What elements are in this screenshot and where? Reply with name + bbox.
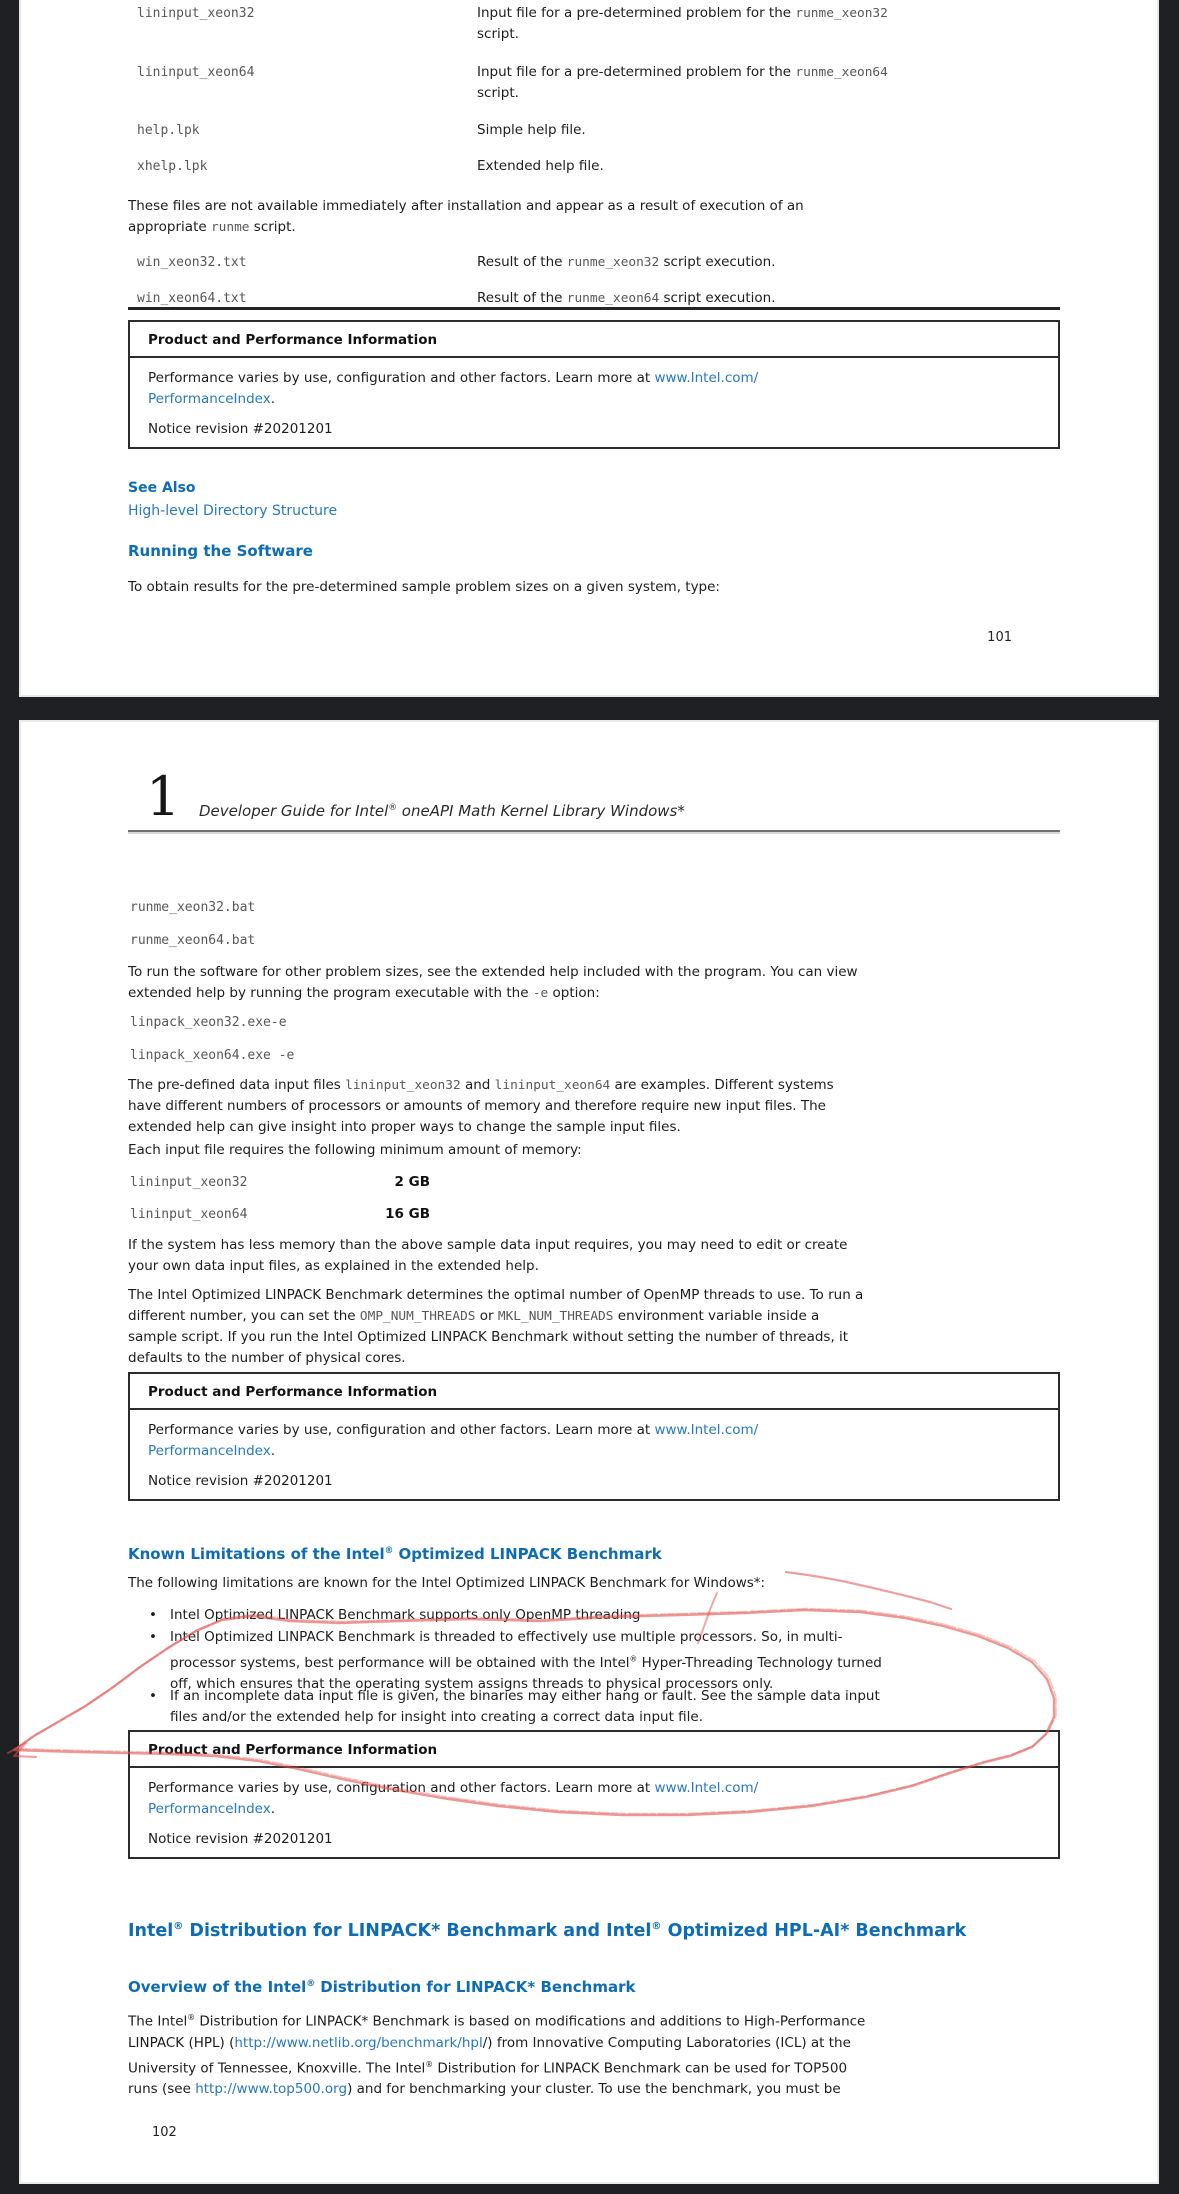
memory-table-size: 2 GB <box>394 1174 430 1190</box>
distribution-benchmark-heading <box>128 1916 966 1942</box>
text-segment: runs (see <box>128 2081 196 2097</box>
paragraph-memory-intro <box>128 1140 582 1161</box>
text-segment: files and/or the extended help for insight into creating a correct data input file. <box>170 1709 704 1725</box>
text-segment: If the system has less memory than the above sample data input requires, you may need to edit or create <box>128 1237 848 1253</box>
overview-paragraph <box>128 2007 865 2100</box>
text-link[interactable]: PerformanceIndex <box>148 391 271 407</box>
text-segment: Simple help file. <box>477 122 586 138</box>
file-term: lininput_xeon64 <box>137 65 255 80</box>
text-segment: . <box>270 1443 276 1459</box>
text-segment: The Intel <box>128 2013 188 2030</box>
text-segment: different number, you can set the <box>128 1308 360 1324</box>
text-segment: To obtain results for the pre-determined sample problem sizes on a given system, type: <box>128 579 720 595</box>
file-term: xhelp.lpk <box>137 159 208 174</box>
text-segment: ) and for benchmarking your cluster. To use the benchmark, you must be <box>347 2081 841 2097</box>
code-line: runme_xeon32.bat <box>130 900 256 915</box>
text-segment: Result of the <box>477 254 567 270</box>
bullet-icon: • <box>149 1607 157 1623</box>
text-segment: Result of the <box>477 290 567 306</box>
text-segment: your own data input files, as explained in the extended help. <box>128 1258 539 1274</box>
text-segment: Extended help file. <box>477 158 604 174</box>
text-segment: lininput_xeon32 <box>345 1078 461 1093</box>
info-box-body <box>130 1768 1058 1857</box>
text-segment: and <box>460 1077 495 1093</box>
text-segment: off, which ensures that the operating system assigns threads to physical processors only. <box>170 1675 774 1692</box>
text-segment: environment variable inside a <box>613 1308 820 1324</box>
text-link[interactable]: http://www.top500.org <box>195 2081 348 2097</box>
text-segment: Performance varies by use, configuration and other factors. Learn more at <box>148 1422 655 1438</box>
code-line: linpack_xeon32.exe-e <box>130 1015 287 1030</box>
text-segment: option: <box>548 985 600 1001</box>
text-segment: script. <box>477 85 519 101</box>
text-link[interactable]: www.Intel.com/ <box>654 1422 759 1438</box>
bullet-text <box>170 1607 640 1623</box>
text-segment: runme_xeon32 <box>566 255 660 270</box>
bullet-icon: • <box>149 1688 157 1704</box>
chapter-number: 1 <box>146 765 181 828</box>
text-segment: Hyper-Threading Technology turned <box>637 1654 882 1671</box>
text-segment: ® <box>651 1921 662 1932</box>
paragraph-run-help <box>128 962 858 1004</box>
text-segment: ® <box>425 2059 434 2069</box>
page-number-101: 101 <box>987 630 1012 645</box>
notice-revision: Notice revision #20201201 <box>148 1831 333 1847</box>
info-box-title: Product and Performance Information <box>130 1732 1058 1768</box>
product-performance-box-3 <box>128 1730 1060 1859</box>
overview-heading <box>128 1974 635 1998</box>
memory-table-file: lininput_xeon32 <box>130 1175 248 1190</box>
text-segment: ® <box>173 1921 184 1932</box>
text-segment: Intel Optimized LINPACK Benchmark is threaded to effectively use multiple processors. So, in multi- <box>170 1629 843 1645</box>
text-segment: extended help by running the program executable with the <box>128 985 533 1001</box>
text-segment: The Intel Optimized LINPACK Benchmark determines the optimal number of OpenMP threads to use. To run a <box>128 1287 864 1303</box>
text-segment: . <box>270 1801 276 1817</box>
document-page-102 <box>21 722 1157 2182</box>
text-segment: or <box>475 1308 498 1324</box>
text-segment: University of Tennessee, Knoxville. The Intel <box>128 2060 426 2076</box>
info-box-body <box>130 1410 1058 1499</box>
limitation-bullet-item <box>147 1605 640 1626</box>
file-desc <box>477 62 888 104</box>
text-segment: Performance varies by use, configuration and other factors. Learn more at <box>148 1780 655 1796</box>
text-segment: Intel <box>128 1920 174 1941</box>
info-box-body <box>130 358 1058 447</box>
file-term: win_xeon64.txt <box>137 291 247 306</box>
text-segment: If an incomplete data input file is given, the binaries may either hang or fault. See the sample data input <box>170 1688 880 1704</box>
text-segment: -e <box>532 986 549 1001</box>
text-segment: Performance varies by use, configuration and other factors. Learn more at <box>148 370 655 386</box>
info-box-text <box>148 1778 1040 1820</box>
text-segment: defaults to the number of physical cores. <box>128 1350 406 1366</box>
running-software-intro <box>128 577 720 598</box>
file-term: lininput_xeon32 <box>137 6 255 21</box>
product-performance-box-2 <box>128 1372 1060 1501</box>
text-link[interactable]: PerformanceIndex <box>148 1801 271 1817</box>
running-software-heading: Running the Software <box>128 542 313 560</box>
bullet-text <box>170 1688 880 1725</box>
text-segment: are examples. Different systems <box>610 1077 834 1093</box>
info-box-title: Product and Performance Information <box>130 1374 1058 1410</box>
text-segment: Distribution for LINPACK Benchmark can be used for TOP500 <box>433 2060 848 2076</box>
memory-table-file: lininput_xeon64 <box>130 1207 248 1222</box>
text-segment: ® <box>187 2013 196 2022</box>
text-segment: lininput_xeon64 <box>494 1078 611 1093</box>
known-limitations-heading <box>128 1541 662 1565</box>
text-segment: The pre-defined data input files <box>128 1077 346 1093</box>
product-performance-box-1 <box>128 320 1060 449</box>
text-segment: ® <box>629 1654 638 1663</box>
text-segment: Overview of the Intel <box>128 1978 307 1996</box>
text-link[interactable]: http://www.netlib.org/benchmark/hpl <box>234 2034 483 2051</box>
text-segment: Each input file requires the following minimum amount of memory: <box>128 1142 582 1158</box>
text-segment: processor systems, best performance will be obtained with the Intel <box>170 1654 630 1671</box>
paragraph-memory-note <box>128 1235 847 1277</box>
text-segment: Distribution for LINPACK* Benchmark <box>315 1978 636 1996</box>
text-segment: script. <box>477 26 519 42</box>
text-segment: Developer Guide for Intel <box>199 802 389 820</box>
text-segment: script. <box>249 219 296 235</box>
info-box-text <box>148 1420 1040 1462</box>
text-segment: Intel Optimized LINPACK Benchmark supports only OpenMP threading <box>170 1607 641 1623</box>
notice-revision: Notice revision #20201201 <box>148 1473 333 1489</box>
text-link[interactable]: www.Intel.com/ <box>654 1780 759 1796</box>
text-segment: runme_xeon64 <box>795 65 888 80</box>
text-segment: These files are not available immediately after installation and appear as a result of execution of an <box>128 198 804 214</box>
chapter-header-rule <box>128 830 1060 832</box>
bullet-text <box>170 1629 882 1692</box>
text-segment: /) from Innovative Computing Laboratories (ICL) at the <box>482 2034 851 2051</box>
text-segment: ® <box>388 803 398 813</box>
text-segment: runme_xeon32 <box>795 6 888 21</box>
file-desc <box>477 3 888 45</box>
text-segment: Distribution for LINPACK* Benchmark is based on modifications and additions to High-Performance <box>195 2013 866 2030</box>
text-segment: OMP_NUM_THREADS <box>359 1309 476 1324</box>
text-segment: extended help can give insight into proper ways to change the sample input files. <box>128 1119 681 1135</box>
info-box-text <box>148 368 1040 410</box>
text-segment: Optimized HPL-AI* Benchmark <box>661 1920 967 1941</box>
text-segment: script execution. <box>659 290 776 306</box>
text-segment: runme_xeon64 <box>566 291 660 306</box>
code-line: linpack_xeon64.exe -e <box>130 1048 295 1063</box>
text-segment: The following limitations are known for the Intel Optimized LINPACK Benchmark for Windows*: <box>128 1575 766 1591</box>
bullet-icon: • <box>149 1629 157 1645</box>
limitation-bullet-item <box>147 1686 880 1728</box>
text-segment: oneAPI Math Kernel Library Windows* <box>397 802 685 820</box>
text-segment: appropriate <box>128 219 211 235</box>
text-segment: LINPACK (HPL) ( <box>128 2034 235 2051</box>
text-segment: Input file for a pre-determined problem for the <box>477 5 796 21</box>
chapter-running-title <box>199 802 685 820</box>
page-number-102: 102 <box>152 2125 177 2140</box>
text-segment: script execution. <box>659 254 776 270</box>
known-limitations-intro <box>128 1573 765 1594</box>
see-also-heading: See Also <box>128 480 196 496</box>
code-line: runme_xeon64.bat <box>130 933 256 948</box>
file-desc <box>477 120 586 141</box>
text-segment: Known Limitations of the Intel <box>128 1545 385 1563</box>
see-also-link[interactable]: High-level Directory Structure <box>128 503 338 519</box>
limitation-bullet-item <box>147 1627 882 1695</box>
file-term: help.lpk <box>137 123 200 138</box>
document-page-101 <box>21 0 1157 695</box>
paragraph-threads <box>128 1285 863 1369</box>
memory-table-size: 16 GB <box>385 1206 430 1222</box>
text-segment: . <box>270 391 276 407</box>
text-segment: runme <box>210 220 250 235</box>
file-desc <box>477 156 604 177</box>
text-segment: ® <box>306 1979 316 1989</box>
text-segment: Distribution for LINPACK* Benchmark and Intel <box>183 1920 652 1941</box>
text-segment: MKL_NUM_THREADS <box>497 1309 614 1324</box>
text-link[interactable]: www.Intel.com/ <box>654 370 759 386</box>
text-segment: ® <box>384 1546 394 1556</box>
text-segment: Optimized LINPACK Benchmark <box>393 1545 662 1563</box>
table-end-rule <box>128 307 1060 310</box>
text-segment: sample script. If you run the Intel Optimized LINPACK Benchmark without setting the number of threads, it <box>128 1329 849 1345</box>
text-segment: Input file for a pre-determined problem for the <box>477 64 796 80</box>
text-segment: To run the software for other problem sizes, see the extended help included with the program. You can view <box>128 964 858 980</box>
availability-note <box>128 196 804 238</box>
notice-revision: Notice revision #20201201 <box>148 421 333 437</box>
text-segment: have different numbers of processors or amounts of memory and therefore require new input files. The <box>128 1098 826 1114</box>
file-desc <box>477 252 776 273</box>
file-desc <box>477 288 776 309</box>
info-box-title: Product and Performance Information <box>130 322 1058 358</box>
file-term: win_xeon32.txt <box>137 255 247 270</box>
text-link[interactable]: PerformanceIndex <box>148 1443 271 1459</box>
paragraph-input-files <box>128 1075 834 1138</box>
